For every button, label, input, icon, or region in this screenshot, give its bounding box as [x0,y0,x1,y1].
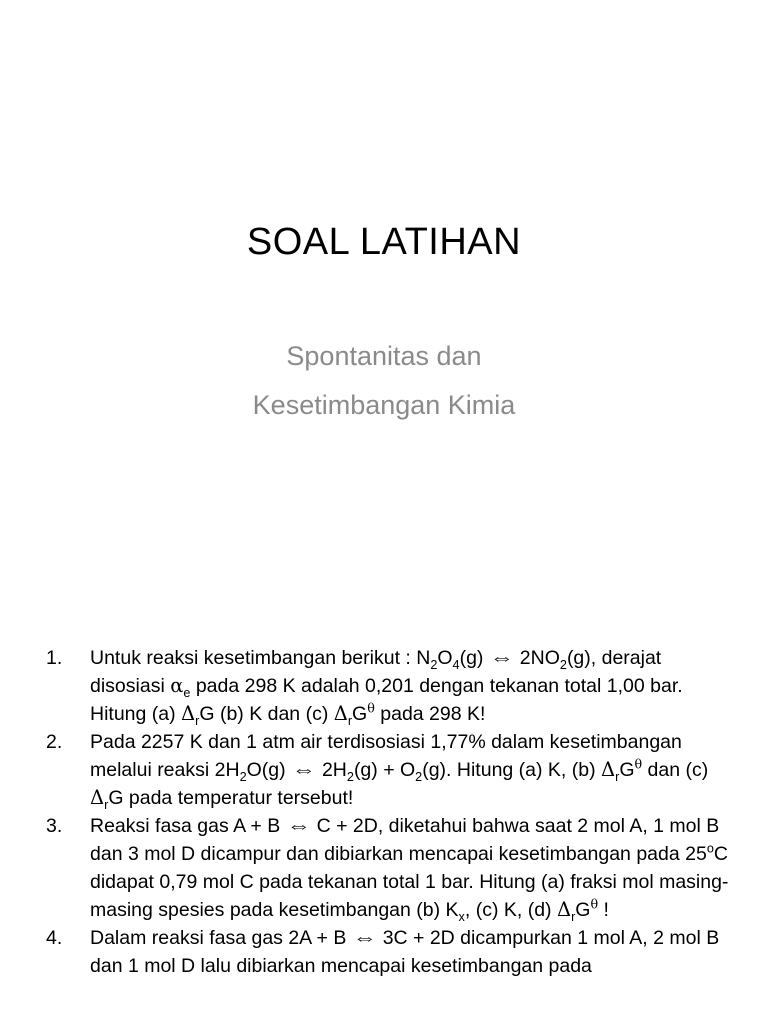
problem-number: 4. [46,927,63,949]
problem-text: Pada 2257 K dan 1 atm air terdisosiasi 1,77% dalam kesetimbangan melalui reaksi $2H_2O(g)$ ⇔ $2H_2(g) + O_2(g)$. Hitung (a) K, (b) $\Delta_rG^\theta$ dan (c) $\Delta_rG$ pada temperatur tersebut! [90,731,709,812]
equilibrium-arrow-icon: ⇔ [352,927,377,949]
page-title: SOAL LATIHAN [246,221,522,263]
equilibrium-arrow-icon: ⇔ [489,647,514,669]
problem-text: Dalam reaksi fasa gas 2A + B ⇔ 3C + 2D dicampurkan 1 mol A, 2 mol B dan 1 mol D lalu dibiarkan mencapai kesetimbangan pada [90,927,719,977]
problems-slide [0,640,768,1024]
problem-item-1 [46,644,736,728]
problem-text: Reaksi fasa gas A + B ⇔ C + 2D, diketahui bahwa saat 2 mol A, 1 mol B dan 3 mol D dicampur dan dibiarkan mencapai kesetimbangan pada 25$^o$C didapat 0,79 mol C pada tekanan total 1 bar. Hitung (a) fraksi mol masing-masing spesies pada kesetimbangan (b) $K_x$, (c) K, (d) $\Delta_rG^\theta$ ! [90,815,728,921]
subtitle-line-1: Spontanitas dan [286,341,482,371]
problem-number: 2. [46,731,63,753]
problem-item-2 [46,728,736,812]
problem-item-3 [46,812,736,924]
equilibrium-arrow-icon: ⇔ [286,815,311,837]
equilibrium-arrow-icon: ⇔ [291,759,316,781]
problem-item-4 [46,924,736,980]
problem-number: 1. [46,647,63,669]
subtitle [0,332,768,430]
subtitle-line-2: Kesetimbangan Kimia [252,390,516,420]
problem-list [46,644,736,980]
problem-text: Untuk reaksi kesetimbangan berikut : $N_2O_4(g)$ ⇔ $2NO_2(g)$, derajat disosiasi $\alpha_e$ pada 298 K adalah 0,201 dengan tekanan total 1,00 bar. Hitung (a) $\Delta_rG$ (b) K dan (c) $\Delta_rG^\theta$ pada 298 K! [90,647,683,725]
problem-number: 3. [46,815,63,837]
